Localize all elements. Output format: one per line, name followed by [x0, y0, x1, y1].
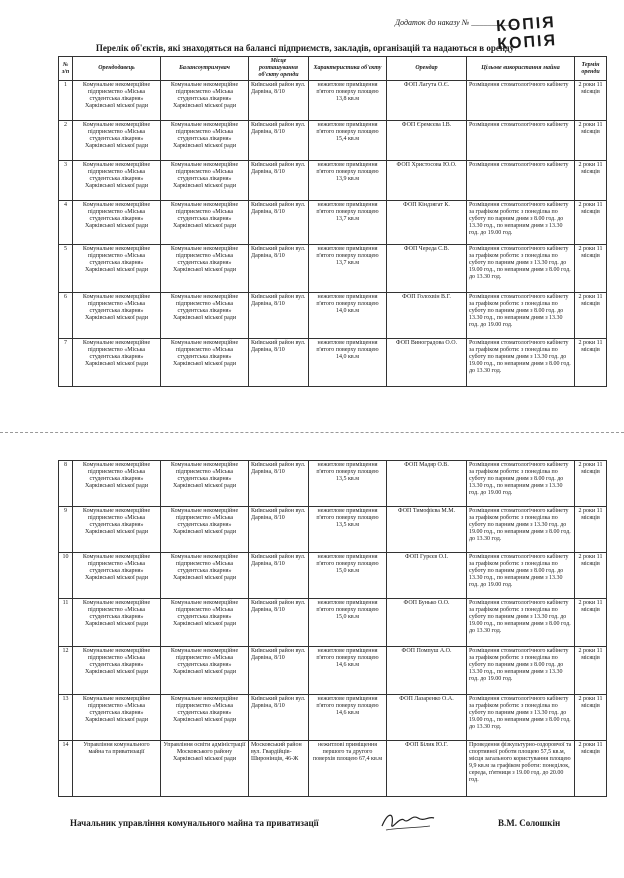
cell-lessor: Комунальне некомерційне підприємство «Міська студентська лікарня» Харківської міської ради	[73, 553, 161, 599]
cell-characteristic: нежитлове приміщення п'ятого поверху площею 15,4 кв.м	[309, 121, 387, 161]
cell-holder: Комунальне некомерційне підприємство «Міська студентська лікарня» Харківської міської ради	[161, 121, 249, 161]
cell-tenant: ФОП Мадяр О.В.	[387, 461, 467, 507]
table-row	[59, 599, 607, 647]
cell-holder: Комунальне некомерційне підприємство «Міська студентська лікарня» Харківської міської ради	[161, 507, 249, 553]
cell-lessor: Комунальне некомерційне підприємство «Міська студентська лікарня» Харківської міської ради	[73, 695, 161, 741]
cell-lessor: Комунальне некомерційне підприємство «Міська студентська лікарня» Харківської міської ради	[73, 121, 161, 161]
cell-location: Київський район вул. Дарвіна, 8/10	[249, 461, 309, 507]
col-header-lessor: Орендодавець	[73, 57, 161, 81]
cell-term: 2 роки 11 місяців	[575, 461, 607, 507]
cell-holder: Комунальне некомерційне підприємство «Міська студентська лікарня» Харківської міської ради	[161, 553, 249, 599]
cell-num: 6	[59, 293, 73, 339]
cell-lessor: Комунальне некомерційне підприємство «Міська студентська лікарня» Харківської міської ради	[73, 201, 161, 245]
addendum-note: Додаток до наказу № ___________	[395, 18, 516, 27]
cell-num: 8	[59, 461, 73, 507]
signatory-position: Начальник управління комунального майна та приватизації	[70, 818, 319, 828]
col-header-characteristic: Характеристика об'єкту	[309, 57, 387, 81]
cell-characteristic: нежитлове приміщення п'ятого поверху площею 13,7 кв.м	[309, 245, 387, 293]
table-body-page-1	[59, 81, 607, 387]
cell-use: Розміщення стоматологічного кабінету за графіком роботи: з понеділка по суботу по парним дням з 13.30 год. до 19.00 год., по непарним дням з 8.00 год. до 13.30 год.	[467, 507, 575, 553]
stamp-line-1: КОПІЯ	[495, 14, 557, 36]
cell-use: Розміщення стоматологічного кабінету за графіком роботи: з понеділка по суботу по парним дням з 8.00 год. до 13.30 год., по непарним дням з 13.30 год. до 19.00 год.	[467, 647, 575, 695]
cell-lessor: Комунальне некомерційне підприємство «Міська студентська лікарня» Харківської міської ради	[73, 293, 161, 339]
cell-holder: Комунальне некомерційне підприємство «Міська студентська лікарня» Харківської міської ради	[161, 647, 249, 695]
cell-term: 2 роки 11 місяців	[575, 293, 607, 339]
cell-tenant: ФОП Білик Ю.Г.	[387, 741, 467, 797]
cell-characteristic: нежитлове приміщення п'ятого поверху площею 13,7 кв.м	[309, 201, 387, 245]
table-row	[59, 461, 607, 507]
cell-lessor: Комунальне некомерційне підприємство «Міська студентська лікарня» Харківської міської ради	[73, 647, 161, 695]
cell-lessor: Комунальне некомерційне підприємство «Міська студентська лікарня» Харківської міської ради	[73, 339, 161, 387]
cell-tenant: ФОП Тимофієва М.М.	[387, 507, 467, 553]
cell-num: 10	[59, 553, 73, 599]
table-row	[59, 741, 607, 797]
cell-location: Київський район вул. Дарвіна, 8/10	[249, 121, 309, 161]
cell-characteristic: нежитлове приміщення п'ятого поверху площею 13,5 кв.м	[309, 507, 387, 553]
cell-holder: Комунальне некомерційне підприємство «Міська студентська лікарня» Харківської міської ради	[161, 339, 249, 387]
cell-tenant: ФОП Голохвін В.Г.	[387, 293, 467, 339]
cell-num: 3	[59, 161, 73, 201]
col-header-num: № з/п	[59, 57, 73, 81]
cell-term: 2 роки 11 місяців	[575, 339, 607, 387]
cell-use: Розміщення стоматологічного кабінету за графіком роботи: з понеділка по суботу по парним дням з 8.00 год. до 13.30 год., по непарним дням з 13.30 год. до 19.00 год.	[467, 293, 575, 339]
cell-use: Розміщення стоматологічного кабінету	[467, 121, 575, 161]
cell-lessor: Комунальне некомерційне підприємство «Міська студентська лікарня» Харківської міської ради	[73, 507, 161, 553]
cell-term: 2 роки 11 місяців	[575, 81, 607, 121]
table-row	[59, 647, 607, 695]
cell-term: 2 роки 11 місяців	[575, 553, 607, 599]
cell-location: Київський район вул. Дарвіна, 8/10	[249, 339, 309, 387]
cell-characteristic: нежитлове приміщення п'ятого поверху площею 14,0 кв.м	[309, 293, 387, 339]
cell-term: 2 роки 11 місяців	[575, 741, 607, 797]
table-row	[59, 201, 607, 245]
cell-characteristic: нежитлове приміщення п'ятого поверху площею 13,5 кв.м	[309, 461, 387, 507]
cell-holder: Комунальне некомерційне підприємство «Міська студентська лікарня» Харківської міської ради	[161, 81, 249, 121]
cell-num: 14	[59, 741, 73, 797]
lease-table-page-2	[58, 460, 607, 797]
cell-holder: Комунальне некомерційне підприємство «Міська студентська лікарня» Харківської міської ради	[161, 245, 249, 293]
cell-num: 4	[59, 201, 73, 245]
cell-location: Київський район вул. Дарвіна, 8/10	[249, 201, 309, 245]
cell-tenant: ФОП Лагута О.Є.	[387, 81, 467, 121]
cell-num: 13	[59, 695, 73, 741]
cell-characteristic: нежитлове приміщення п'ятого поверху площею 15,0 кв.м	[309, 553, 387, 599]
cell-characteristic: нежитлове приміщення п'ятого поверху площею 14,6 кв.м	[309, 647, 387, 695]
table-body-page-2	[59, 461, 607, 797]
cell-num: 9	[59, 507, 73, 553]
document-page-2	[0, 438, 624, 878]
col-header-holder: Балансоутримувач	[161, 57, 249, 81]
cell-tenant: ФОП Христосова Ю.О.	[387, 161, 467, 201]
cell-tenant: ФОП Єремєєва І.В.	[387, 121, 467, 161]
cell-holder: Комунальне некомерційне підприємство «Міська студентська лікарня» Харківської міської ради	[161, 599, 249, 647]
cell-tenant: ФОП Помпуш А.О.	[387, 647, 467, 695]
cell-use: Розміщення стоматологічного кабінету	[467, 161, 575, 201]
cell-term: 2 роки 11 місяців	[575, 245, 607, 293]
cell-lessor: Комунальне некомерційне підприємство «Міська студентська лікарня» Харківської міської ради	[73, 245, 161, 293]
col-header-location: Місце розташування об'єкту оренди	[249, 57, 309, 81]
table-row	[59, 161, 607, 201]
cell-characteristic: нежитлові приміщення першого та другого поверхів площею 67,4 кв.м	[309, 741, 387, 797]
cell-holder: Комунальне некомерційне підприємство «Міська студентська лікарня» Харківської міської ради	[161, 293, 249, 339]
cell-use: Проведення фізкультурно-оздоровчої та спортивної роботи площею 57,5 кв.м, місця загального користування площею 9,9 кв.м за графіком роботи: понеділок, середа, п'ятниця з 19.00 год. до 20.00 год.	[467, 741, 575, 797]
table-row	[59, 695, 607, 741]
col-header-tenant: Орендар	[387, 57, 467, 81]
cell-use: Розміщення стоматологічного кабінету за графіком роботи: з понеділка по суботу по парним дням з 8.00 год. до 13.30 год., по непарним дням з 13.30 год. до 19.00 год.	[467, 201, 575, 245]
cell-num: 12	[59, 647, 73, 695]
stamp-line-2: КОПІЯ	[496, 32, 558, 54]
table-row	[59, 339, 607, 387]
col-header-term: Термін оренди	[575, 57, 607, 81]
cell-num: 11	[59, 599, 73, 647]
cell-term: 2 роки 11 місяців	[575, 507, 607, 553]
cell-location: Київський район вул. Дарвіна, 8/10	[249, 599, 309, 647]
cell-num: 5	[59, 245, 73, 293]
cell-location: Київський район вул. Дарвіна, 8/10	[249, 553, 309, 599]
table-row	[59, 245, 607, 293]
cell-use: Розміщення стоматологічного кабінету за графіком роботи: з понеділка по суботу по парним дням з 13.30 год. до 19.00 год., по непарним дням з 8.00 год. до 13.30 год.	[467, 339, 575, 387]
cell-num: 7	[59, 339, 73, 387]
cell-term: 2 роки 11 місяців	[575, 599, 607, 647]
cell-location: Київський район вул. Дарвіна, 8/10	[249, 245, 309, 293]
cell-holder: Управління освіти адміністрації Московського району Харківської міської ради	[161, 741, 249, 797]
cell-lessor: Комунальне некомерційне підприємство «Міська студентська лікарня» Харківської міської ради	[73, 599, 161, 647]
cell-tenant: ФОП Гурєєв О.І.	[387, 553, 467, 599]
cell-num: 2	[59, 121, 73, 161]
cell-characteristic: нежитлове приміщення п'ятого поверху площею 13,9 кв.м	[309, 161, 387, 201]
cell-location: Київський район вул. Дарвіна, 8/10	[249, 293, 309, 339]
cell-use: Розміщення стоматологічного кабінету за графіком роботи: з понеділка по суботу по парним дням з 13.30 год. до 19.00 год., по непарним дням з 8.00 год. до 13.30 год.	[467, 599, 575, 647]
table-row	[59, 293, 607, 339]
lease-table-page-1	[58, 56, 607, 387]
signature-icon	[378, 806, 438, 836]
col-header-use: Цільове використання майна	[467, 57, 575, 81]
cell-tenant: ФОП Чередa С.В.	[387, 245, 467, 293]
cell-term: 2 роки 11 місяців	[575, 647, 607, 695]
cell-tenant: ФОП Кіндзягат К.	[387, 201, 467, 245]
table-row	[59, 81, 607, 121]
cell-holder: Комунальне некомерційне підприємство «Міська студентська лікарня» Харківської міської ради	[161, 161, 249, 201]
cell-tenant: ФОП Виноградова О.О.	[387, 339, 467, 387]
cell-use: Розміщення стоматологічного кабінету за графіком роботи: з понеділка по суботу по парним дням з 13.30 год. до 19.00 год., по непарним дням з 8.00 год. до 13.30 год.	[467, 245, 575, 293]
cell-term: 2 роки 11 місяців	[575, 121, 607, 161]
cell-characteristic: нежитлове приміщення п'ятого поверху площею 14,0 кв.м	[309, 339, 387, 387]
cell-num: 1	[59, 81, 73, 121]
cell-location: Київський район вул. Дарвіна, 8/10	[249, 161, 309, 201]
cell-lessor: Комунальне некомерційне підприємство «Міська студентська лікарня» Харківської міської ради	[73, 161, 161, 201]
cell-lessor: Комунальне некомерційне підприємство «Міська студентська лікарня» Харківської міської ради	[73, 461, 161, 507]
signatory-name: В.М. Солошкін	[498, 818, 561, 828]
cell-characteristic: нежитлове приміщення п'ятого поверху площею 13,8 кв.м	[309, 81, 387, 121]
copy-stamp	[496, 10, 619, 62]
cell-location: Київський район вул. Дарвіна, 8/10	[249, 81, 309, 121]
cell-holder: Комунальне некомерційне підприємство «Міська студентська лікарня» Харківської міської ради	[161, 201, 249, 245]
document-title: Перелік об'єктів, які знаходяться на балансі підприємств, закладів, організацій та надаються в оренду	[95, 43, 515, 53]
page-separator	[0, 432, 624, 433]
cell-tenant: ФОП Лазаренко О.А.	[387, 695, 467, 741]
cell-tenant: ФОП Бунько О.О.	[387, 599, 467, 647]
cell-term: 2 роки 11 місяців	[575, 161, 607, 201]
cell-use: Розміщення стоматологічного кабінету за графіком роботи: з понеділка по суботу по парним дням з 8.00 год. до 13.30 год., по непарним дням з 13.30 год. до 19.00 год.	[467, 553, 575, 599]
cell-location: Московський район вул. Гвардійців-Широнінців, 46-Ж	[249, 741, 309, 797]
cell-location: Київський район вул. Дарвіна, 8/10	[249, 695, 309, 741]
cell-use: Розміщення стоматологічного кабінету	[467, 81, 575, 121]
cell-lessor: Управління комунального майна та приватизації	[73, 741, 161, 797]
cell-characteristic: нежитлове приміщення п'ятого поверху площею 14,6 кв.м	[309, 695, 387, 741]
cell-use: Розміщення стоматологічного кабінету за графіком роботи: з понеділка по суботу по парним дням з 13.30 год. до 19.00 год., по непарним дням з 8.00 год. до 13.30 год.	[467, 695, 575, 741]
document-page-1	[0, 0, 624, 430]
cell-holder: Комунальне некомерційне підприємство «Міська студентська лікарня» Харківської міської ради	[161, 695, 249, 741]
cell-characteristic: нежитлове приміщення п'ятого поверху площею 15,0 кв.м	[309, 599, 387, 647]
cell-term: 2 роки 11 місяців	[575, 695, 607, 741]
cell-location: Київський район вул. Дарвіна, 8/10	[249, 647, 309, 695]
cell-use: Розміщення стоматологічного кабінету за графіком роботи: з понеділка по суботу по парним дням з 8.00 год. до 13.30 год., по непарним дням з 13.30 год. до 19.00 год.	[467, 461, 575, 507]
cell-location: Київський район вул. Дарвіна, 8/10	[249, 507, 309, 553]
cell-term: 2 роки 11 місяців	[575, 201, 607, 245]
table-row	[59, 553, 607, 599]
table-header-row	[59, 57, 607, 81]
cell-lessor: Комунальне некомерційне підприємство «Міська студентська лікарня» Харківської міської ради	[73, 81, 161, 121]
table-row	[59, 507, 607, 553]
cell-holder: Комунальне некомерційне підприємство «Міська студентська лікарня» Харківської міської ради	[161, 461, 249, 507]
table-row	[59, 121, 607, 161]
